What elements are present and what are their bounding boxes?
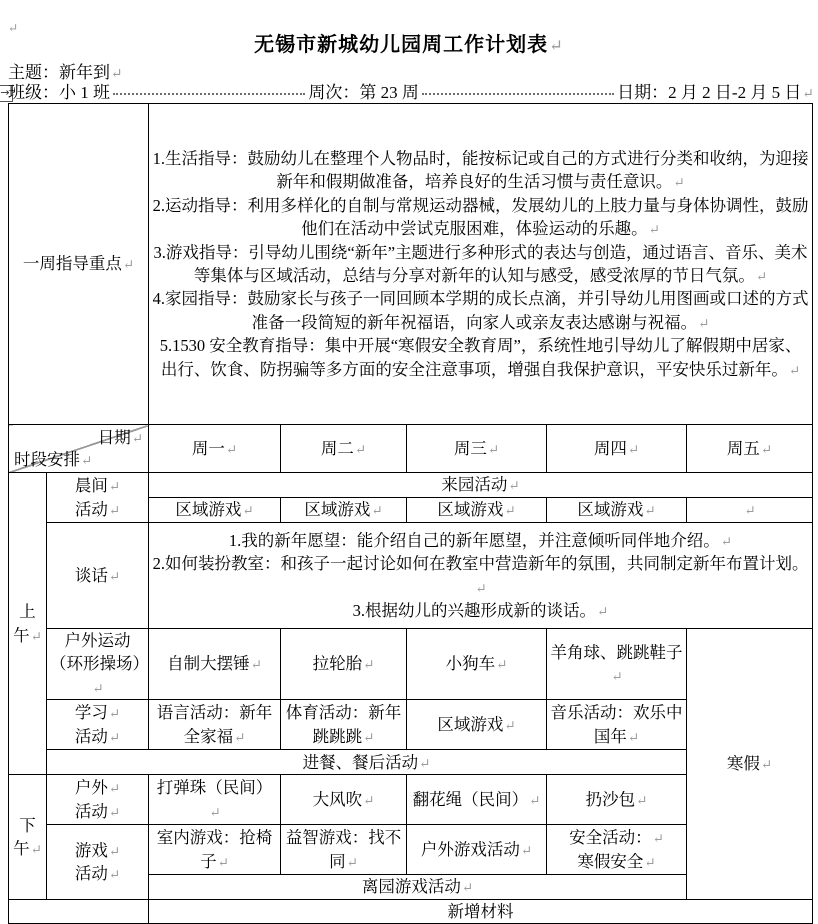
cell-wednesday-learning: 区域游戏↵: [407, 700, 547, 750]
paragraph-mark: ↵: [520, 843, 533, 859]
paragraph-mark: ↵: [108, 706, 121, 722]
paragraph-mark: ↵: [508, 478, 520, 494]
vacation-label: 寒假: [726, 754, 760, 774]
page-title-text: 无锡市新城幼儿园周工作计划表: [254, 34, 549, 56]
bottom-partial-cell: [149, 899, 813, 923]
guidance-item: 1.生活指导：鼓励幼儿在整理个人物品时，能按标记或自己的方式进行分类和收纳，为迎接新年和假期做准备，培养良好的生活习惯与责任意识。↵: [152, 148, 809, 192]
day-header-tuesday: 周二↵: [281, 425, 407, 473]
cell-monday-area-game: 区域游戏↵: [149, 498, 281, 523]
paragraph-mark: ↵: [755, 269, 768, 284]
games-line: 寒假安全↵: [577, 851, 656, 871]
paragraph-mark: ↵: [760, 441, 773, 457]
paragraph-mark: ↵: [475, 580, 487, 596]
cell-monday-learning: 语言活动：新年全家福↵: [149, 700, 281, 750]
paragraph-mark: ↵: [217, 854, 229, 870]
week-label: 周次：第 23 周: [308, 82, 419, 102]
paragraph-mark: ↵: [549, 36, 564, 55]
day-header-wednesday: 周三↵: [407, 425, 547, 473]
vacation-cell: [687, 629, 813, 900]
paragraph-mark: ↵: [644, 854, 656, 870]
label-line: 游戏↵: [74, 840, 121, 860]
cell-tuesday-games: 益智游戏：找不同↵: [281, 825, 407, 875]
paragraph-mark: ↵: [250, 657, 262, 673]
paragraph-mark: ↵: [496, 657, 508, 673]
morning-section-label-cell: [9, 473, 47, 775]
afternoon-section-label-cell: [9, 775, 47, 899]
cell-tuesday-learning: 体育活动：新年跳跳跳↵: [281, 700, 407, 750]
tab-mark-icon: →: [0, 85, 13, 102]
paragraph-mark: ↵: [652, 831, 664, 847]
talk-item: 3.根据幼儿的兴趣形成新的谈话。↵: [352, 600, 609, 620]
cell-thursday-outdoor-exercise: 羊角球、跳跳鞋子↵: [547, 629, 687, 700]
class-label: 班级：小 1 班: [8, 82, 110, 102]
label-line: 活动↵: [74, 801, 121, 821]
paragraph-mark: ↵: [720, 533, 733, 549]
paragraph-mark: ↵: [698, 315, 710, 331]
meal-activity-cell: 进餐、餐后活动↵: [47, 750, 687, 775]
paragraph-mark: ↵: [744, 503, 756, 519]
paragraph-mark: ↵: [802, 86, 815, 102]
arrival-activity-cell: 来园活动↵: [149, 473, 813, 498]
bottom-partial-text: 新增材料: [447, 901, 514, 921]
paragraph-mark: ↵: [108, 843, 121, 859]
label-line: 学习↵: [74, 703, 121, 723]
cell-monday-outdoor-exercise: 自制大摆锤↵: [149, 629, 281, 700]
paragraph-mark: ↵: [636, 793, 648, 809]
cell-thursday-games: [547, 825, 687, 875]
paragraph-mark: ↵: [529, 793, 541, 809]
morning-activity-label-cell: [47, 473, 149, 523]
paragraph-mark: ↵: [788, 362, 801, 378]
paragraph-mark: ↵: [648, 222, 660, 238]
bottom-partial-label-cell: [9, 899, 149, 923]
paragraph-mark: ↵: [30, 841, 42, 857]
cell-tuesday-afternoon-outdoor: 大风吹↵: [281, 775, 407, 825]
paragraph-mark: ↵: [644, 503, 656, 519]
day-header-monday: 周一↵: [149, 425, 281, 473]
date-label: [617, 78, 814, 103]
paragraph-mark: ↵: [461, 880, 474, 896]
learning-label-cell: [47, 700, 149, 750]
cell-wednesday-afternoon-outdoor: 翻花绳（民间）↵: [407, 775, 547, 825]
guidance-item: 3.游戏指导：引导幼儿围绕“新年”主题进行多种形式的表达与创造，通过语言、音乐、美术等集体与区域活动，总结与分享对新年的认知与感受，感受浓厚的节日气氛。↵: [153, 242, 808, 285]
cell-wednesday-outdoor-exercise: 小狗车↵: [407, 629, 547, 700]
paragraph-mark: ↵: [371, 503, 383, 519]
paragraph-mark: ↵: [363, 729, 375, 745]
cell-tuesday-outdoor-exercise: 拉轮胎↵: [281, 629, 407, 700]
paragraph-mark: ↵: [108, 781, 121, 797]
guidance-item: 4.家园指导：鼓励家长与孩子一同回顾本学期的成长点滴，并引导幼儿用图画或口述的方式准备一段简短的新年祝福语，向家人或亲友表达感谢与祝福。↵: [152, 289, 809, 332]
paragraph-mark: ↵: [30, 628, 42, 644]
cell-thursday-afternoon-outdoor: 扔沙包↵: [547, 775, 687, 825]
paragraph-mark: ↵: [92, 680, 104, 696]
theme-text: 主题：新年到: [8, 63, 110, 82]
paragraph-mark: ↵: [131, 431, 144, 446]
guidance-item: 5.1530 安全教育指导：集中开展“寒假安全教育周”，系统性地引导幼儿了解假期中居家、出行、饮食、防拐骗等多方面的安全注意事项，增强自我保护意识，平安快乐过新年。↵: [159, 336, 802, 379]
cell-wednesday-games: 户外游戏活动↵: [407, 825, 547, 875]
paragraph-mark: ↵: [363, 793, 375, 809]
talk-content-cell: [149, 523, 813, 629]
talk-label: 谈话: [74, 565, 108, 585]
paragraph-mark: ↵: [225, 441, 238, 457]
dotted-leader: [422, 85, 614, 96]
paragraph-mark: ↵: [346, 854, 358, 870]
talk-item: 1.我的新年愿望：能介绍自己的新年愿望，并注意倾听同伴地介绍。↵: [228, 530, 733, 550]
weekly-plan-table: [8, 103, 813, 924]
afternoon-outdoor-label-cell: [47, 775, 149, 825]
paragraph-mark: ↵: [354, 441, 367, 457]
cell-thursday-learning: 音乐活动：欢乐中国年↵: [547, 700, 687, 750]
day-header-friday: 周五↵: [687, 425, 813, 473]
paragraph-mark: ↵: [627, 729, 640, 745]
paragraph-mark: ↵: [108, 568, 121, 584]
class-week-date-line: [8, 80, 814, 100]
outdoor-exercise-label-cell: [47, 629, 149, 700]
paragraph-mark: ↵: [209, 804, 221, 820]
leave-activity-cell: 离园游戏活动↵: [149, 875, 687, 899]
paragraph-mark: ↵: [504, 503, 516, 519]
date-text: 日期：2 月 2 日-2 月 5 日: [617, 82, 802, 102]
guidance-content-cell: [149, 104, 813, 425]
paragraph-mark: ↵: [419, 755, 431, 771]
cell-monday-games: 室内游戏：抢椅子↵: [149, 825, 281, 875]
label-line: 活动↵: [74, 863, 121, 883]
cell-monday-afternoon-outdoor: 打弹珠（民间）↵: [149, 775, 281, 825]
diagonal-header-cell: [9, 425, 149, 473]
page-title: [0, 28, 818, 57]
label-line: 活动↵: [74, 499, 121, 519]
paragraph-mark: ↵: [627, 441, 640, 457]
paragraph-mark: ↵: [234, 729, 246, 745]
label-line: 晨间↵: [74, 476, 121, 496]
guidance-label: 一周指导重点: [22, 254, 122, 274]
paragraph-mark: ↵: [597, 603, 609, 619]
paragraph-mark: ↵: [108, 866, 121, 882]
dotted-leader: [113, 85, 305, 96]
paragraph-mark: ↵: [504, 718, 516, 734]
morning-label: 上午: [13, 602, 36, 645]
paragraph-mark: ↵: [611, 669, 623, 685]
talk-item: 2.如何装扮教室：和孩子一起讨论如何在教室中营造新年的氛围，共同制定新年布置计划。↵: [152, 554, 809, 596]
header-date-label: 日期↵: [97, 428, 144, 447]
label-line: 户外↵: [74, 778, 121, 798]
cell-tuesday-area-game: 区域游戏↵: [281, 498, 407, 523]
paragraph-mark: ↵: [108, 804, 121, 820]
guidance-item: 2.运动指导：利用多样化的自制与常规运动器械，发展幼儿的上肢力量与身体协调性，鼓励他们在活动中尝试克服困难，体验运动的乐趣。↵: [152, 195, 809, 239]
paragraph-mark: ↵: [8, 21, 19, 35]
label-line: 活动↵: [74, 726, 121, 746]
paragraph-mark: ↵: [108, 479, 121, 495]
afternoon-label: 下午: [13, 815, 36, 858]
paragraph-mark: ↵: [760, 757, 773, 773]
paragraph-mark: ↵: [108, 729, 121, 745]
day-header-thursday: 周四↵: [547, 425, 687, 473]
cell-friday-area-game-empty: [687, 498, 813, 523]
paragraph-mark: ↵: [111, 67, 123, 82]
paragraph-mark: ↵: [108, 502, 121, 518]
paragraph-mark: ↵: [363, 657, 375, 673]
paragraph-mark: ↵: [487, 441, 500, 457]
paragraph-mark: ↵: [242, 503, 254, 519]
guidance-label-cell: [9, 104, 149, 425]
talk-label-cell: [47, 523, 149, 629]
paragraph-mark: ↵: [673, 175, 685, 191]
header-timeslot-label: 时段安排↵: [14, 449, 93, 469]
cell-thursday-area-game: 区域游戏↵: [547, 498, 687, 523]
paragraph-mark: ↵: [81, 452, 93, 468]
games-label-cell: [47, 825, 149, 899]
games-line: 安全活动：↵: [569, 828, 664, 848]
outdoor-exercise-label: 户外运动（环形操场）: [50, 631, 149, 674]
paragraph-mark: ↵: [122, 257, 135, 273]
cell-wednesday-area-game: 区域游戏↵: [407, 498, 547, 523]
